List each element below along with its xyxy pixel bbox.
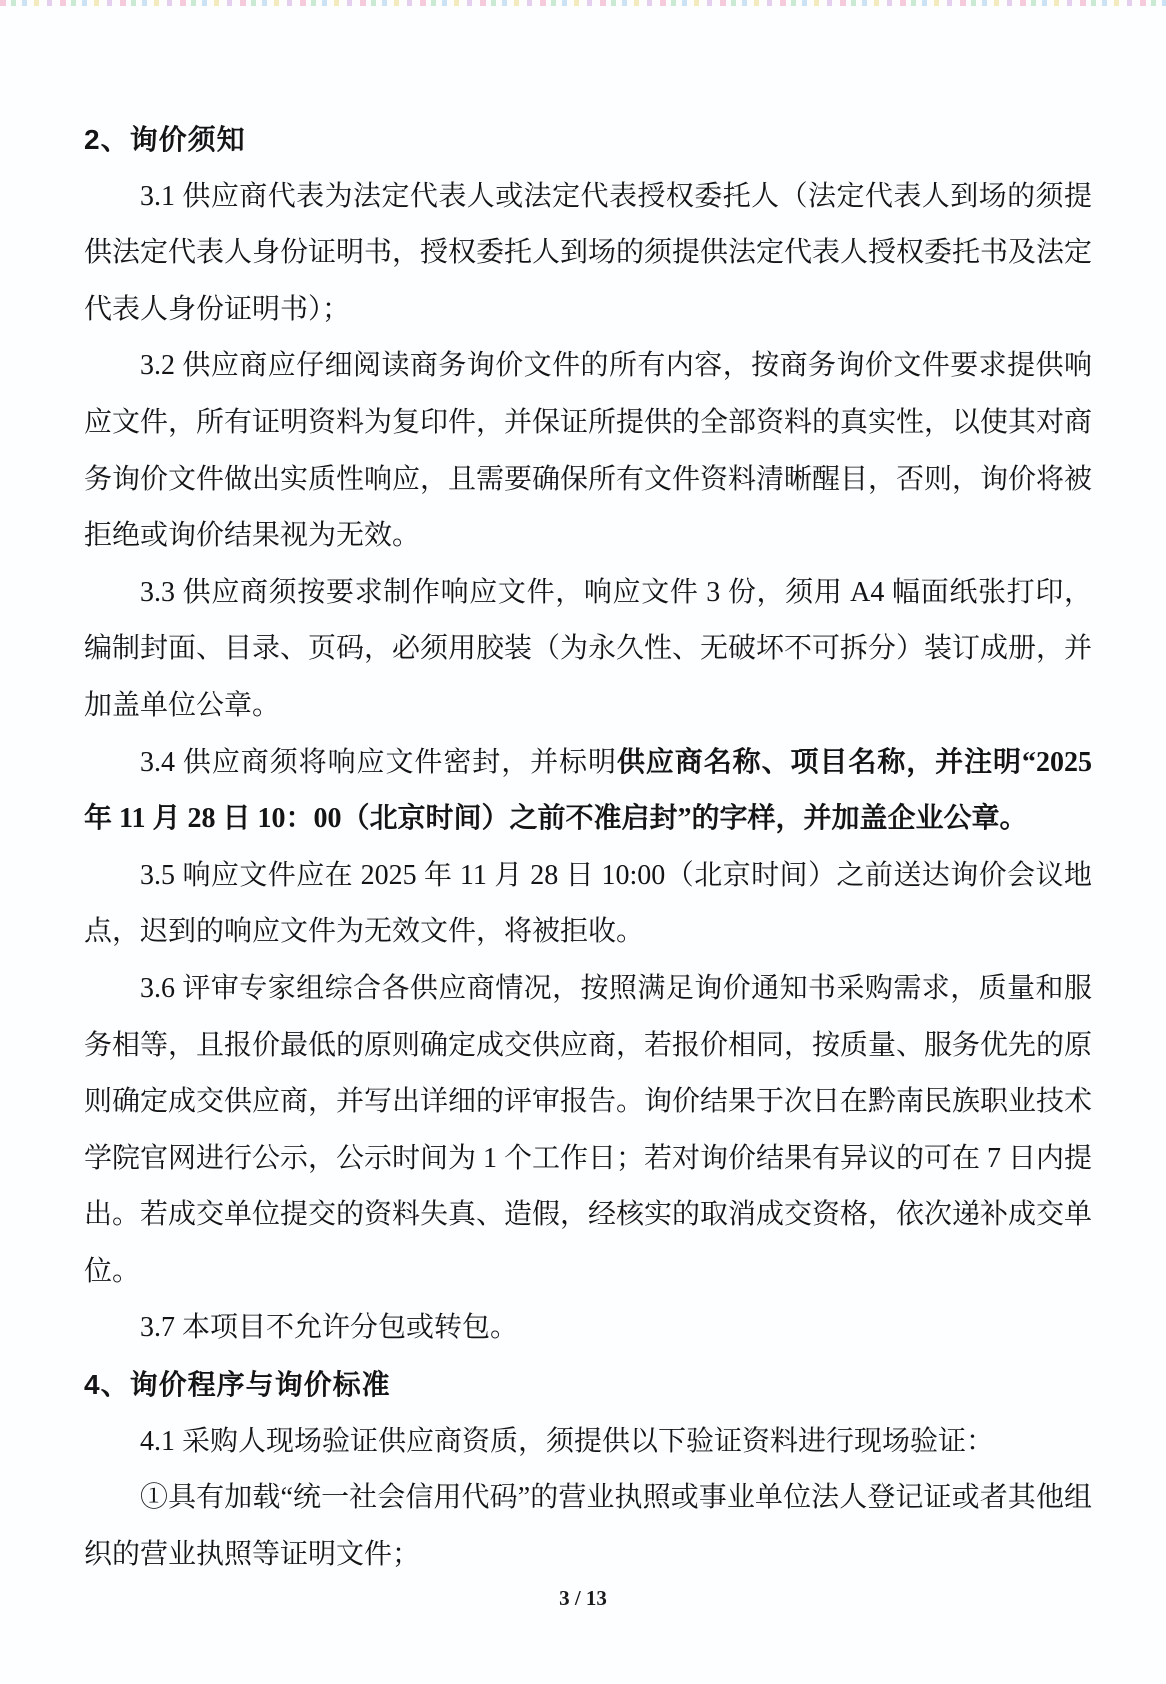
- paragraph: [84, 735, 1092, 848]
- text-run: 4.1 采购人现场验证供应商资质，须提供以下验证资料进行现场验证：: [140, 1425, 995, 1457]
- paragraph: [84, 961, 1092, 1301]
- scan-noise-edge: [0, 0, 1166, 6]
- paragraph: [84, 565, 1092, 735]
- bold-text-run: 4、询价程序与询价标准: [84, 1369, 391, 1401]
- page-footer: [0, 1586, 1166, 1611]
- section-heading: [84, 1357, 1092, 1414]
- text-run: 3.3 供应商须按要求制作响应文件，响应文件 3 份，须用 A4 幅面纸张打印，编制封面、目录、页码，必须用胶装（为永久性、无破坏不可拆分）装订成册，并加盖单位公章。: [84, 576, 1093, 721]
- text-run: 3.4 供应商须将响应文件密封，并标明: [140, 746, 617, 778]
- paragraph: [84, 338, 1092, 564]
- text-run: 3.1 供应商代表为法定代表人或法定代表授权委托人（法定代表人到场的须提供法定代表人身份证明书，授权委托人到场的须提供法定代表人授权委托书及法定代表人身份证明书）；: [84, 180, 1093, 325]
- section-heading: [84, 112, 1092, 169]
- paragraph: [84, 1414, 1092, 1471]
- paragraph: [84, 1470, 1092, 1583]
- page-number: 3 / 13: [559, 1586, 607, 1610]
- text-run: 3.6 评审专家组综合各供应商情况，按照满足询价通知书采购需求，质量和服务相等，且报价最低的原则确定成交供应商，若报价相同，按质量、服务优先的原则确定成交供应商，并写出详细的评审报告。询价结果于次日在黔南民族职业技术学院官网进行公示，公示时间为 1 个工作日；若对询价结果有异议的可在 7 日内提出。若成交单位提交的资料失真、造假，经核实的取消成交资格，依次递补成交单位。: [84, 972, 1093, 1287]
- text-run: 3.7 本项目不允许分包或转包。: [140, 1312, 519, 1344]
- bold-text-run: 供应商名称、项目名称，并注明“2025 年 11 月 28 日 10：00（北京时间）之前不准启封”的字样，并加盖企业公章。: [84, 746, 1092, 835]
- bold-text-run: 2、询价须知: [84, 124, 246, 155]
- document-body: [84, 112, 1092, 1583]
- text-run: ①具有加载“统一社会信用代码”的营业执照或事业单位法人登记证或者其他组织的营业执照等证明文件；: [84, 1482, 1092, 1570]
- text-run: 3.2 供应商应仔细阅读商务询价文件的所有内容，按商务询价文件要求提供响应文件，所有证明资料为复印件，并保证所提供的全部资料的真实性，以使其对商务询价文件做出实质性响应，且需要确保所有文件资料清晰醒目，否则，询价将被拒绝或询价结果视为无效。: [84, 350, 1093, 552]
- text-run: 3.5 响应文件应在 2025 年 11 月 28 日 10:00（北京时间）之前送达询价会议地点，迟到的响应文件为无效文件，将被拒收。: [84, 859, 1092, 948]
- paragraph: [84, 848, 1092, 961]
- paragraph: [84, 169, 1092, 339]
- paragraph: [84, 1300, 1092, 1357]
